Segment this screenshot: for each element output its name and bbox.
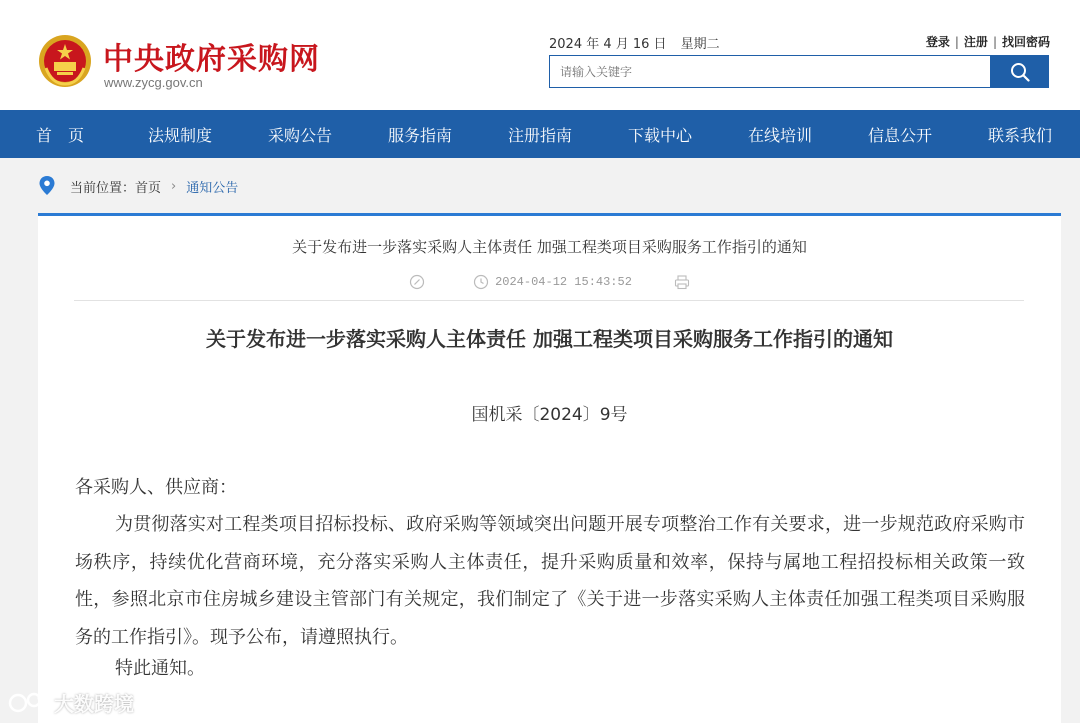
- nav-item-information-disclosure[interactable]: 信息公开: [867, 125, 932, 145]
- document-closing: 特此通知。: [115, 658, 205, 679]
- nav-item-downloads[interactable]: 下载中心: [627, 125, 692, 145]
- article-header-title: 关于发布进一步落实采购人主体责任 加强工程类项目采购服务工作指引的通知: [292, 238, 807, 256]
- search-icon: [1010, 62, 1030, 82]
- link-separator: |: [992, 35, 997, 49]
- weekday-value: 星期二: [680, 37, 720, 52]
- find-password-link[interactable]: 找回密码: [1001, 35, 1050, 49]
- watermark: [8, 688, 134, 717]
- nav-item-service-guide[interactable]: 服务指南: [387, 125, 452, 145]
- nav-item-registration-guide[interactable]: 注册指南: [507, 125, 572, 145]
- document-number: 国机采〔2024〕9号: [471, 405, 628, 425]
- document-greeting: 各采购人、供应商：: [75, 477, 237, 498]
- main-nav: [0, 110, 1080, 158]
- document-title: 关于发布进一步落实采购人主体责任 加强工程类项目采购服务工作指引的通知: [206, 327, 893, 351]
- chevron-right-icon: ›: [171, 178, 177, 194]
- nav-item-home[interactable]: 首 页: [35, 125, 84, 145]
- link-separator: |: [954, 35, 959, 49]
- nav-item-regulations[interactable]: 法规制度: [147, 125, 212, 145]
- watermark-text: 大数跨境: [54, 692, 134, 716]
- watermark-logo-icon: [8, 690, 48, 716]
- clock-icon: [473, 274, 489, 290]
- breadcrumb-current[interactable]: 通知公告: [186, 180, 239, 196]
- print-icon[interactable]: [674, 274, 690, 290]
- search-button[interactable]: [990, 55, 1049, 88]
- nav-item-online-training[interactable]: 在线培训: [747, 125, 812, 145]
- register-link[interactable]: 注册: [963, 35, 988, 49]
- nav-item-contact-us[interactable]: 联系我们: [987, 125, 1052, 145]
- national-emblem-logo[interactable]: [38, 34, 92, 88]
- search-input[interactable]: [549, 55, 991, 88]
- article-meta: [38, 274, 1061, 290]
- breadcrumb: [38, 172, 238, 200]
- article-panel: [38, 213, 1061, 723]
- nav-item-procurement-notices[interactable]: 采购公告: [267, 125, 332, 145]
- site-header: [0, 0, 1080, 110]
- date-value: 2024 年 4 月 16 日: [549, 37, 667, 52]
- site-url: www.zycg.gov.cn: [104, 75, 203, 90]
- location-pin-icon: [38, 175, 56, 197]
- site-logo-title[interactable]: 中央政府采购网: [103, 42, 320, 77]
- edit-icon[interactable]: [409, 274, 425, 290]
- login-link[interactable]: 登录: [925, 35, 950, 49]
- breadcrumb-home[interactable]: 首页: [135, 180, 162, 196]
- current-date: [549, 33, 720, 52]
- meta-divider: [74, 300, 1024, 301]
- document-body: 为贯彻落实对工程类项目招标投标、政府采购等领域突出问题开展专项整治工作有关要求，进一步规范政府采购市场秩序，持续优化营商环境，充分落实采购人主体责任，提升采购质量和效率，保持与属地工程招投标相关政策一致性，参照北京市住房城乡建设主管部门有关规定，我们制定了《关于进一步落实采购人主体责任加强工程类项目采购服务的工作指引》。现予公布，请遵照执行。: [75, 514, 1025, 648]
- publish-time: 2024-04-12 15:43:52: [495, 275, 632, 289]
- breadcrumb-prefix: 当前位置：: [70, 180, 136, 196]
- user-links: [926, 33, 1050, 50]
